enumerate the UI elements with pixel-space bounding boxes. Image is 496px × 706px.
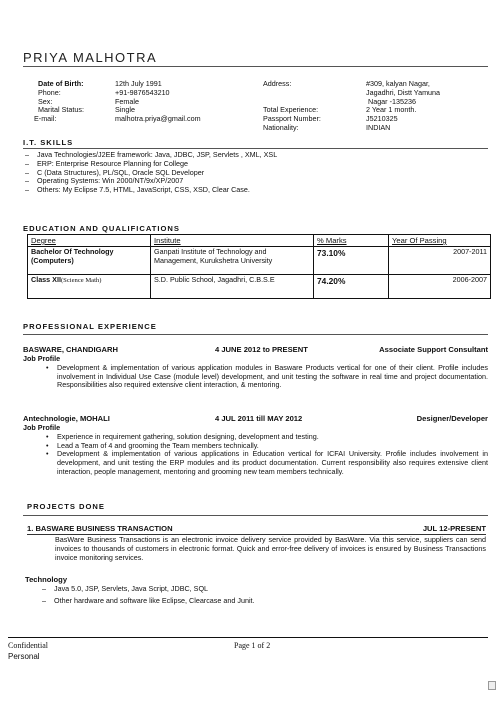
column-header-marks: % Marks	[314, 235, 389, 247]
experience-heading: PROFESSIONAL EXPERIENCE	[23, 322, 157, 331]
degree-name: Class XII	[31, 275, 61, 285]
project-date: JUL 12-PRESENT	[422, 524, 486, 533]
personal-values-right	[366, 80, 486, 133]
column-header-year: Year Of Passing	[389, 235, 491, 247]
job-company: BASWARE, CHANDIGARH	[23, 345, 118, 354]
job-entry	[23, 345, 488, 390]
address-line-2: Jagadhri, Distt Yamuna	[366, 87, 441, 97]
job-role: Associate Support Consultant	[379, 345, 488, 354]
institute-cell: S.D. Public School, Jagadhri, C.B.S.E	[151, 275, 314, 299]
project-title: 1. BASWARE BUSINESS TRANSACTION	[27, 524, 173, 533]
job-company: Antechnologie, MOHALI	[23, 414, 110, 423]
job-points	[23, 433, 488, 477]
list-item: – Others: My Eclipse 7.5, HTML, JavaScript, CSS, XSD, Clear Case.	[23, 186, 483, 195]
passport-label: Passport Number:	[263, 114, 321, 124]
marital-label: Marital Status:	[38, 105, 84, 115]
job-profile-label: Job Profile	[23, 423, 61, 432]
dob-value: 12th July 1991	[115, 79, 162, 88]
experience-divider	[23, 334, 488, 335]
scroll-marker	[488, 681, 496, 690]
header-divider	[23, 66, 488, 67]
technology-label: Technology	[25, 575, 68, 584]
address-line-1: #309, kalyan Nagar,	[366, 79, 430, 88]
email-value: malhotra.priya@gmail.com	[115, 114, 201, 124]
footer-confidential: Confidential	[8, 641, 48, 650]
nationality-label: Nationality:	[263, 122, 299, 132]
list-item: • Development & implementation of various applications in Education vertical for ICFAI University. Profile includes involvement in development, and unit testing the ERP modules and its product documentation. Current responsibility also requires extensive client interaction, people management, mentoring and grooming new team members technically.	[43, 450, 488, 476]
job-entry	[23, 414, 488, 477]
list-item: – Java Technologies/J2EE framework: Java, JDBC, JSP, Servlets , XML, XSL	[23, 151, 483, 160]
phone-value: +91-9876543210	[115, 87, 170, 97]
it-skills-divider	[23, 148, 488, 149]
project-header	[27, 524, 486, 535]
sex-label: Sex:	[38, 96, 53, 106]
job-period: 4 JUL 2011 till MAY 2012	[215, 414, 303, 423]
project-description: BasWare Business Transactions is an electronic invoice delivery service provided by BasWare. Via this service, suppliers can send invoices to thousands of customers in electronic format. Quick and error-free delivery of invoices is ensured by Business Transactions invoice monitoring services.	[55, 535, 486, 562]
footer-page-number: Page 1 of 2	[234, 641, 271, 650]
list-item: • Experience in requirement gathering, solution designing, development and testing.	[43, 433, 488, 442]
education-table	[27, 234, 491, 299]
footer-personal: Personal	[8, 652, 40, 661]
column-header-degree: Degree	[28, 235, 151, 247]
experience-label: Total Experience:	[263, 105, 319, 115]
list-item: • Development & implementation of various application modules in Basware Products vertical for one of their client. Profile includes involvement in Individual Use Case (module level) development, and unit testing the software in real time and project documentation. Responsibilities also required extensive client interaction, & mentoring.	[43, 364, 488, 390]
year-cell: 2006-2007	[389, 275, 491, 299]
personal-labels-left	[34, 79, 118, 124]
projects-heading: PROJECTS DONE	[27, 502, 105, 511]
job-period: 4 JUNE 2012 to PRESENT	[215, 345, 308, 354]
list-item: – Java 5.0, JSP, Servlets, Java Script, JDBC, SQL	[40, 585, 480, 594]
personal-labels-right	[263, 80, 363, 133]
technology-list	[40, 585, 480, 606]
year-cell: 2007-2011	[389, 247, 491, 275]
table-row	[28, 275, 491, 299]
column-header-institute: Institute	[151, 235, 314, 247]
list-item: – Other hardware and software like Eclipse, Clearcase and Junit.	[40, 597, 480, 606]
experience-value: 2 Year 1 month.	[366, 105, 417, 115]
list-item: • Lead a Team of 4 and grooming the Team members technically.	[43, 442, 488, 451]
it-skills-list	[23, 151, 483, 195]
table-header-row	[28, 235, 491, 247]
degree-cell	[28, 275, 151, 299]
education-heading: EDUCATION AND QUALIFICATIONS	[23, 224, 180, 233]
resume-name: PRIYA MALHOTRA	[23, 50, 158, 65]
job-header	[23, 345, 488, 355]
address-line-3: Nagar -135236	[368, 96, 416, 106]
email-label: E-mail:	[34, 114, 57, 124]
job-role: Designer/Developer	[416, 414, 488, 423]
job-profile-label: Job Profile	[23, 354, 61, 363]
marital-value: Single	[115, 105, 135, 115]
institute-cell: Ganpati Institute of Technology and Management, Kurukshetra University	[151, 247, 314, 275]
it-skills-heading: I.T. SKILLS	[23, 138, 74, 147]
marks-cell: 73.10%	[314, 247, 389, 275]
job-points	[23, 364, 488, 390]
nationality-value: INDIAN	[366, 122, 391, 132]
dob-label: Date of Birth:	[38, 79, 84, 88]
personal-values-left	[115, 80, 260, 124]
projects-divider	[23, 515, 488, 516]
list-item: – C (Data Structures), PL/SQL, Oracle SQL Developer	[23, 169, 483, 178]
phone-label: Phone:	[38, 87, 61, 97]
degree-cell: Bachelor Of Technology (Computers)	[28, 247, 151, 275]
marks-cell: 74.20%	[314, 275, 389, 299]
table-row	[28, 247, 491, 275]
list-item: – Operating Systems: Win 2000/NT/9x/XP/2007	[23, 177, 483, 186]
footer-divider	[8, 637, 488, 638]
degree-note: (Science Math)	[60, 277, 102, 285]
job-header	[23, 414, 488, 424]
sex-value: Female	[115, 96, 139, 106]
passport-value: J5210325	[366, 114, 398, 124]
list-item: – ERP: Enterprise Resource Planning for College	[23, 160, 483, 169]
address-label: Address:	[263, 79, 292, 88]
